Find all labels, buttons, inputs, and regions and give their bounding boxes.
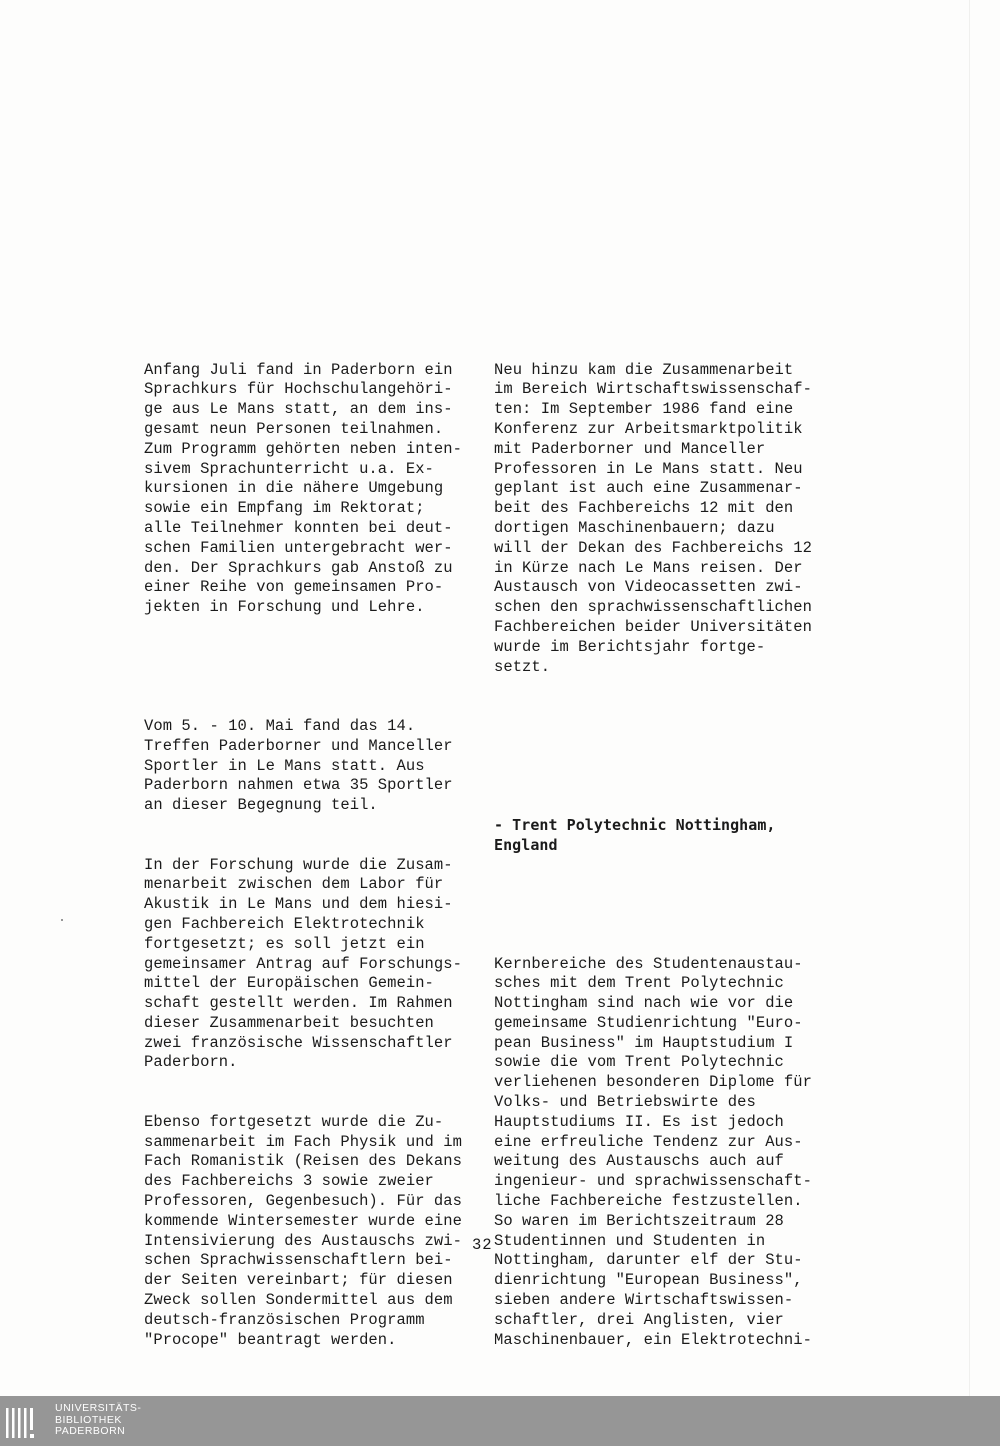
library-footer-bar: [0, 1396, 1000, 1446]
left-column: [144, 321, 484, 1390]
left-paragraph-1: Anfang Juli fand in Paderborn ein Sprachkurs für Hochschulangehöri- ge aus Le Mans statt, an dem ins- gesamt neun Personen teilnahmen. Zum Programm gehörten neben inten- sivem Sprachunterricht u.a. Ex- kursionen in die nähere Umgebung sowie ein Empfang im Rektorat; alle Teilnehmer konnten bei deut- schen Familien untergebracht wer- den. Der Sprachkurs gab Anstoß zu einer Reihe von gemeinsamen Pro- jekten in Forschung und Lehre.: [144, 360, 462, 617]
scan-speck: [61, 919, 63, 921]
right-column: [494, 321, 844, 1390]
library-name: [55, 1403, 141, 1438]
page-number: 32: [472, 1236, 493, 1254]
library-name-line-2: BIBLIOTHEK: [55, 1413, 122, 1426]
page-edge: [969, 0, 970, 1396]
right-paragraph-1: Neu hinzu kam die Zusammenarbeit im Bereich Wirtschaftswissenschaf- ten: Im September 1986 fand eine Konferenz zur Arbeitsmarktpolitik mit Paderborner und Manceller Professoren in Le Mans statt. Neu geplant ist auch eine Zusammenar- beit des Fachbereichs 12 mit den dortigen Maschinenbauern; dazu will der Dekan des Fachbereichs 12 in Kürze nach Le Mans reisen. Der Austausch von Videocassetten zwi- schen den sprachwissenschaftlichen Fachbereichen beider Universitäten wurde im Berichtsjahr fortge- setzt.: [494, 360, 812, 676]
left-paragraph-3: In der Forschung wurde die Zusam- menarbeit zwischen dem Labor für Akustik in Le Mans und dem hiesi- gen Fachbereich Elektrotechnik fortgesetzt; es soll jetzt ein gemeinsamer Antrag auf Forschungs- mittel der Europäischen Gemein- schaft gestellt werden. Im Rahmen dieser Zusammenarbeit besuchten zwei französische Wissenschaftler Paderborn.: [144, 855, 462, 1072]
left-paragraph-4: Ebenso fortgesetzt wurde die Zu- sammenarbeit im Fach Physik und im Fach Romanistik (Reisen des Dekans des Fachbereichs 3 sowie zweier Professoren, Gegenbesuch). Für das kommende Wintersemester wurde eine Intensivierung des Austauschs zwi- schen Sprachwissenschaftlern bei- der Seiten vereinbart; für diesen Zweck sollen Sondermittel aus dem deutsch-französischen Programm "Procope" beantragt werden.: [144, 1112, 462, 1349]
library-name-line-1: UNIVERSITÄTS-: [55, 1402, 142, 1414]
library-logo-icon: [4, 1402, 44, 1442]
paragraph-gap: [144, 658, 484, 678]
section-heading: - Trent Polytechnic Nottingham, England: [494, 815, 776, 854]
paragraph-gap: [494, 895, 844, 915]
right-paragraph-2: Kernbereiche des Studentenaustau- sches mit dem Trent Polytechnic Nottingham sind nach wie vor die gemeinsame Studienrichtung "Euro- pean Business" im Hauptstudium I sowie die vom Trent Polytechnic verliehenen besonderen Diplome für Volks- und Betriebswirte des Hauptstudiums II. Es ist jedoch eine erfreuliche Tendenz zur Aus- weitung des Austauschs auch auf ingenieur- und sprachwissenschaft- liche Fachbereiche festzustellen. So waren im Berichtszeitraum 28 Studentinnen und Studenten in Nottingham, darunter elf der Stu- dienrichtung "European Business", sieben andere Wirtschaftswissen- schaftler, drei Anglisten, vier Maschinenbauer, ein Elektrotechni-: [494, 954, 812, 1349]
library-name-line-3: PADERBORN: [55, 1425, 126, 1437]
section-gap: [494, 717, 844, 776]
left-paragraph-2: Vom 5. - 10. Mai fand das 14. Treffen Paderborner und Manceller Sportler in Le Mans statt. Aus Paderborn nahmen etwa 35 Sportler an dieser Begegnung teil.: [144, 716, 453, 815]
